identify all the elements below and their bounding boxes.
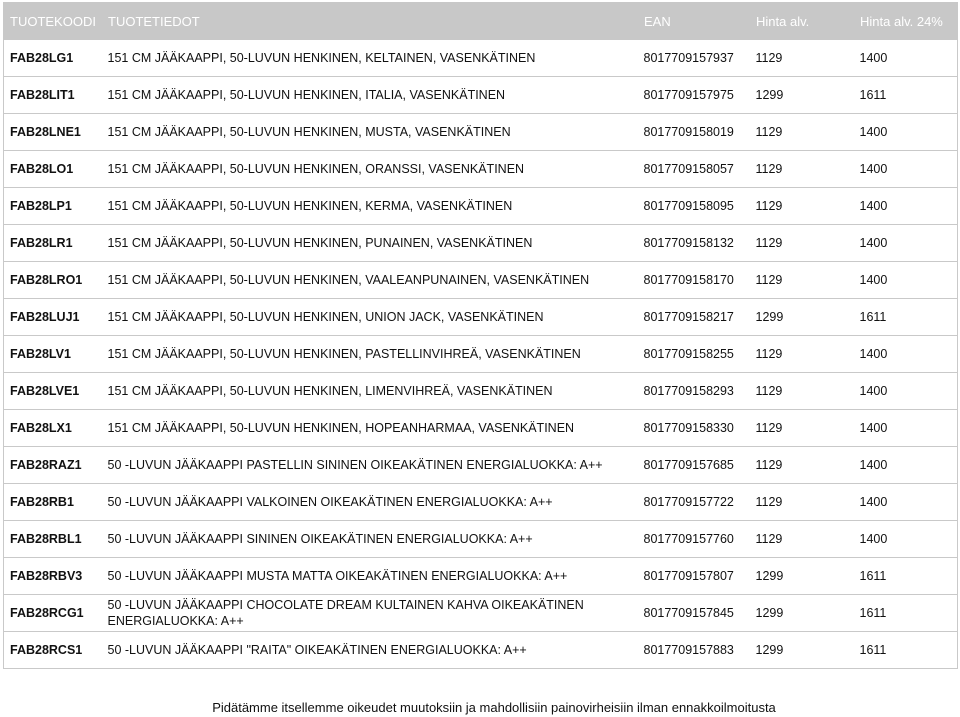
product-code: FAB28LRO1 <box>4 262 102 299</box>
table-row <box>4 558 958 595</box>
price-vat0: 1129 <box>750 336 854 373</box>
price-vat24: 1400 <box>854 188 958 225</box>
table-row <box>4 188 958 225</box>
price-vat0: 1129 <box>750 447 854 484</box>
product-description: 151 CM JÄÄKAAPPI, 50-LUVUN HENKINEN, HOPEANHARMAA, VASENKÄTINEN <box>102 410 638 447</box>
price-vat0: 1129 <box>750 225 854 262</box>
product-description: 151 CM JÄÄKAAPPI, 50-LUVUN HENKINEN, VAALEANPUNAINEN, VASENKÄTINEN <box>102 262 638 299</box>
price-vat24: 1400 <box>854 114 958 151</box>
product-description: 151 CM JÄÄKAAPPI, 50-LUVUN HENKINEN, PASTELLINVIHREÄ, VASENKÄTINEN <box>102 336 638 373</box>
product-description: 50 -LUVUN JÄÄKAAPPI SININEN OIKEAKÄTINEN ENERGIALUOKKA: A++ <box>102 521 638 558</box>
table-row <box>4 447 958 484</box>
price-vat24: 1611 <box>854 632 958 669</box>
table-row <box>4 410 958 447</box>
price-vat0: 1299 <box>750 299 854 336</box>
product-ean: 8017709157845 <box>638 595 750 632</box>
price-vat24: 1611 <box>854 77 958 114</box>
product-description: 151 CM JÄÄKAAPPI, 50-LUVUN HENKINEN, ITALIA, VASENKÄTINEN <box>102 77 638 114</box>
product-code: FAB28LP1 <box>4 188 102 225</box>
product-ean: 8017709158095 <box>638 188 750 225</box>
table-row <box>4 77 958 114</box>
product-code: FAB28RBL1 <box>4 521 102 558</box>
price-vat24: 1400 <box>854 484 958 521</box>
price-vat0: 1129 <box>750 262 854 299</box>
price-vat0: 1129 <box>750 151 854 188</box>
product-code: FAB28LR1 <box>4 225 102 262</box>
product-ean: 8017709158019 <box>638 114 750 151</box>
table-row <box>4 484 958 521</box>
footer-disclaimer: Pidätämme itsellemme oikeudet muutoksiin ja mahdollisiin painovirheisiin ilman ennakkoilmoitusta <box>212 700 776 715</box>
product-ean: 8017709158170 <box>638 262 750 299</box>
product-code: FAB28LG1 <box>4 40 102 77</box>
header-code: TUOTEKOODI <box>4 3 102 40</box>
table-row <box>4 632 958 669</box>
product-code: FAB28RCS1 <box>4 632 102 669</box>
price-vat0: 1299 <box>750 77 854 114</box>
table-body <box>4 40 958 669</box>
table-row <box>4 225 958 262</box>
product-ean: 8017709158132 <box>638 225 750 262</box>
price-vat24: 1400 <box>854 225 958 262</box>
price-vat24: 1611 <box>854 558 958 595</box>
product-description: 151 CM JÄÄKAAPPI, 50-LUVUN HENKINEN, UNION JACK, VASENKÄTINEN <box>102 299 638 336</box>
product-ean: 8017709157760 <box>638 521 750 558</box>
table-row <box>4 114 958 151</box>
price-vat24: 1400 <box>854 410 958 447</box>
price-vat0: 1299 <box>750 558 854 595</box>
product-ean: 8017709158293 <box>638 373 750 410</box>
product-code: FAB28RAZ1 <box>4 447 102 484</box>
header-price-vat0: Hinta alv. <box>750 3 854 40</box>
product-code: FAB28LUJ1 <box>4 299 102 336</box>
product-code: FAB28LVE1 <box>4 373 102 410</box>
price-vat24: 1400 <box>854 336 958 373</box>
product-code: FAB28LO1 <box>4 151 102 188</box>
product-code: FAB28RBV3 <box>4 558 102 595</box>
header-details: TUOTETIEDOT <box>102 3 638 40</box>
product-code: FAB28RCG1 <box>4 595 102 632</box>
product-code: FAB28LNE1 <box>4 114 102 151</box>
price-vat24: 1400 <box>854 262 958 299</box>
price-vat24: 1611 <box>854 299 958 336</box>
price-vat0: 1129 <box>750 114 854 151</box>
product-description: 50 -LUVUN JÄÄKAAPPI "RAITA" OIKEAKÄTINEN ENERGIALUOKKA: A++ <box>102 632 638 669</box>
product-code: FAB28LV1 <box>4 336 102 373</box>
product-ean: 8017709158255 <box>638 336 750 373</box>
product-code: FAB28LX1 <box>4 410 102 447</box>
table-row <box>4 336 958 373</box>
product-ean: 8017709158330 <box>638 410 750 447</box>
price-vat0: 1129 <box>750 484 854 521</box>
price-vat24: 1400 <box>854 151 958 188</box>
price-vat0: 1299 <box>750 632 854 669</box>
product-ean: 8017709157883 <box>638 632 750 669</box>
product-description: 151 CM JÄÄKAAPPI, 50-LUVUN HENKINEN, KELTAINEN, VASENKÄTINEN <box>102 40 638 77</box>
product-description: 50 -LUVUN JÄÄKAAPPI CHOCOLATE DREAM KULTAINEN KAHVA OIKEAKÄTINEN ENERGIALUOKKA: A++ <box>102 595 638 632</box>
product-description: 151 CM JÄÄKAAPPI, 50-LUVUN HENKINEN, PUNAINEN, VASENKÄTINEN <box>102 225 638 262</box>
price-table <box>3 2 958 669</box>
price-vat0: 1129 <box>750 410 854 447</box>
price-vat0: 1129 <box>750 40 854 77</box>
table-row <box>4 595 958 632</box>
price-vat24: 1400 <box>854 373 958 410</box>
product-ean: 8017709157685 <box>638 447 750 484</box>
product-description: 50 -LUVUN JÄÄKAAPPI VALKOINEN OIKEAKÄTINEN ENERGIALUOKKA: A++ <box>102 484 638 521</box>
product-description: 151 CM JÄÄKAAPPI, 50-LUVUN HENKINEN, MUSTA, VASENKÄTINEN <box>102 114 638 151</box>
table-row <box>4 262 958 299</box>
product-ean: 8017709157937 <box>638 40 750 77</box>
price-vat0: 1129 <box>750 188 854 225</box>
price-vat0: 1129 <box>750 521 854 558</box>
table-header-row <box>4 3 958 40</box>
header-price-vat24: Hinta alv. 24% <box>854 3 958 40</box>
product-description: 151 CM JÄÄKAAPPI, 50-LUVUN HENKINEN, LIMENVIHREÄ, VASENKÄTINEN <box>102 373 638 410</box>
table-row <box>4 151 958 188</box>
product-code: FAB28RB1 <box>4 484 102 521</box>
product-description: 50 -LUVUN JÄÄKAAPPI PASTELLIN SININEN OIKEAKÄTINEN ENERGIALUOKKA: A++ <box>102 447 638 484</box>
price-vat24: 1400 <box>854 40 958 77</box>
price-vat24: 1400 <box>854 447 958 484</box>
price-vat24: 1611 <box>854 595 958 632</box>
product-ean: 8017709157807 <box>638 558 750 595</box>
table-row <box>4 521 958 558</box>
product-ean: 8017709157722 <box>638 484 750 521</box>
header-ean: EAN <box>638 3 750 40</box>
product-description: 50 -LUVUN JÄÄKAAPPI MUSTA MATTA OIKEAKÄTINEN ENERGIALUOKKA: A++ <box>102 558 638 595</box>
product-description: 151 CM JÄÄKAAPPI, 50-LUVUN HENKINEN, KERMA, VASENKÄTINEN <box>102 188 638 225</box>
table-row <box>4 373 958 410</box>
price-vat0: 1299 <box>750 595 854 632</box>
product-code: FAB28LIT1 <box>4 77 102 114</box>
product-ean: 8017709157975 <box>638 77 750 114</box>
product-description: 151 CM JÄÄKAAPPI, 50-LUVUN HENKINEN, ORANSSI, VASENKÄTINEN <box>102 151 638 188</box>
price-vat24: 1400 <box>854 521 958 558</box>
table-row <box>4 299 958 336</box>
product-ean: 8017709158057 <box>638 151 750 188</box>
product-ean: 8017709158217 <box>638 299 750 336</box>
price-vat0: 1129 <box>750 373 854 410</box>
table-row <box>4 40 958 77</box>
